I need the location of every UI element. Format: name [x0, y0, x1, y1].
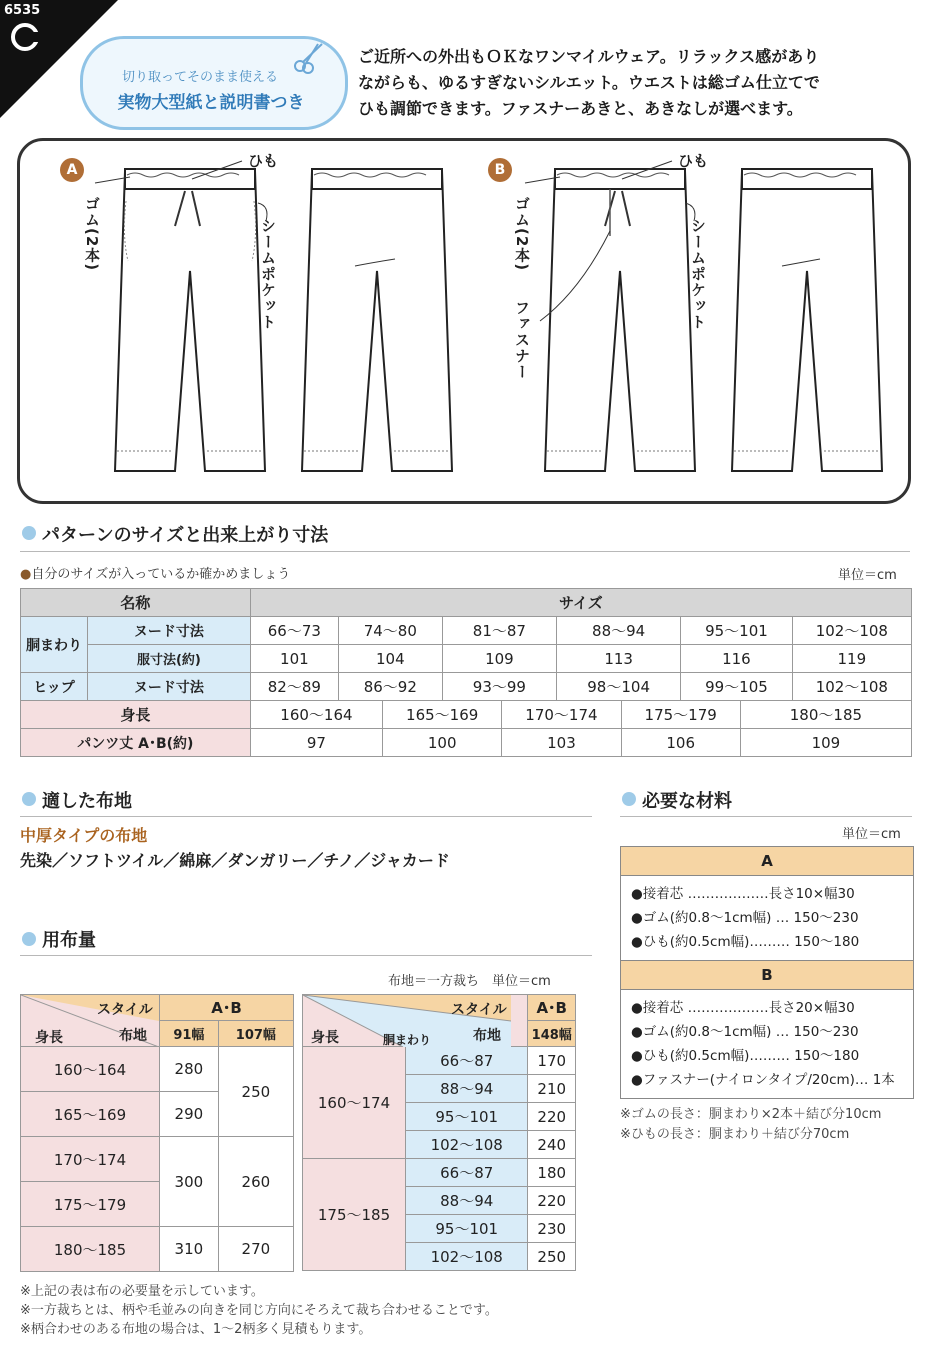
style-a-marker: A [60, 158, 84, 182]
label-a-gomu: ゴム(2本) [83, 196, 101, 272]
t1-height: 160〜164 [21, 1047, 160, 1092]
table-cell: 100 [383, 729, 502, 757]
yardage-note: ※柄合わせのある布地の場合は、1〜2柄多く見積もります。 [20, 1322, 372, 1337]
table-cell: 106 [621, 729, 740, 757]
t1-height: 165〜169 [21, 1092, 160, 1137]
section-dot [22, 792, 36, 806]
t1-style-value: A･B [160, 995, 294, 1021]
table-cell: 99〜105 [681, 673, 793, 701]
t2-waist: 66〜87 [406, 1047, 528, 1075]
t2-corner [303, 995, 528, 1047]
materials-a-list [621, 876, 913, 960]
material-item: ●ゴム(約0.8〜1cm幅) … 150〜230 [631, 910, 859, 926]
size-note [20, 563, 290, 582]
waist-nude-label: ヌード寸法 [88, 617, 251, 645]
label-b-gomu: ゴム(2本) [513, 196, 531, 272]
hip-label: ヒップ [21, 673, 88, 701]
table-cell: 101 [250, 645, 338, 673]
t2-waist: 88〜94 [406, 1187, 528, 1215]
materials-b-header: B [621, 960, 913, 990]
size-unit: 単位＝cm [838, 568, 897, 583]
material-item: ●ひも(約0.5cm幅)……… 150〜180 [631, 1048, 860, 1064]
divider [20, 551, 910, 552]
material-item: ●ひも(約0.5cm幅)……… 150〜180 [631, 934, 860, 950]
materials-note: ※ゴムの長さ：胴まわり×2本＋結び分10cm [620, 1107, 882, 1122]
table-cell: 88〜94 [557, 617, 681, 645]
section-dot [22, 932, 36, 946]
divider [20, 955, 592, 956]
intro-line: ながらも、ゆるすぎないシルエット。ウエストは総ゴム仕立てで [358, 73, 820, 92]
hip-nude-label: ヌード寸法 [88, 673, 251, 701]
table-cell: 260 [218, 1137, 293, 1227]
t1-corner [21, 995, 160, 1047]
table-cell: 300 [160, 1137, 219, 1227]
table-cell: 170〜174 [502, 701, 621, 729]
waist-label: 胴まわり [21, 617, 88, 673]
table-cell: 102〜108 [792, 673, 911, 701]
materials-note: ※ひもの長さ：胴まわり＋結び分70cm [620, 1127, 850, 1142]
size-header-name: 名称 [21, 589, 251, 617]
table-cell: 102〜108 [792, 617, 911, 645]
table-cell: 290 [160, 1092, 219, 1137]
t2-style-value: A･B [528, 995, 576, 1021]
material-item: ●ゴム(約0.8〜1cm幅) … 150〜230 [631, 1024, 859, 1040]
divider [620, 816, 912, 817]
pattern-number: 6535 [4, 3, 41, 18]
table-cell: 81〜87 [442, 617, 556, 645]
table-cell: 280 [160, 1047, 219, 1092]
t1-style-label: スタイル [97, 1002, 153, 1018]
materials-unit: 単位＝cm [842, 827, 901, 842]
table-cell: 310 [160, 1227, 219, 1272]
table-cell: 165〜169 [383, 701, 502, 729]
table-cell: 175〜179 [621, 701, 740, 729]
table-cell: 180 [528, 1159, 576, 1187]
intro-line: ひも調節できます。ファスナーあきと、あきなしが選べます。 [358, 99, 803, 118]
brand-logo-icon [10, 22, 40, 52]
t2-waist-label: 胴まわり [383, 1033, 432, 1047]
materials-b-list [621, 990, 913, 1098]
label-b-pocket: シームポケット [689, 218, 707, 330]
table-cell: 97 [250, 729, 382, 757]
table-cell: 98〜104 [557, 673, 681, 701]
t1-width-91: 91幅 [160, 1021, 219, 1047]
table-cell: 119 [792, 645, 911, 673]
table-cell: 270 [218, 1227, 293, 1272]
label-b-himo: ひも [678, 152, 709, 170]
t1-height-label: 身長 [35, 1030, 63, 1046]
t2-height: 160〜174 [303, 1047, 406, 1159]
length-label: パンツ丈 A･B(約) [21, 729, 251, 757]
materials-a-header: A [621, 847, 913, 876]
table-cell: 230 [528, 1215, 576, 1243]
badge-line1: 切り取ってそのまま使える [121, 70, 278, 85]
table-cell: 66〜73 [250, 617, 338, 645]
scissors-icon [292, 40, 326, 74]
size-header-size: サイズ [250, 589, 911, 617]
table-cell: 113 [557, 645, 681, 673]
table-cell: 116 [681, 645, 793, 673]
t2-height-label: 身長 [311, 1030, 339, 1046]
table-cell: 250 [528, 1243, 576, 1271]
table-cell: 220 [528, 1187, 576, 1215]
t2-waist: 102〜108 [406, 1131, 528, 1159]
t2-style-label: スタイル [451, 1002, 507, 1018]
size-section-title: パターンのサイズと出来上がり寸法 [42, 525, 329, 546]
t2-width-148: 148幅 [528, 1021, 576, 1047]
t1-height: 175〜179 [21, 1182, 160, 1227]
label-a-himo: ひも [248, 152, 279, 170]
t2-fabric-label: 布地 [473, 1028, 501, 1044]
table-cell: 240 [528, 1131, 576, 1159]
table-cell: 160〜164 [250, 701, 382, 729]
divider [20, 816, 592, 817]
table-cell: 109 [740, 729, 911, 757]
materials-section-title: 必要な材料 [642, 791, 732, 812]
table-cell: 103 [502, 729, 621, 757]
t2-waist: 66〜87 [406, 1159, 528, 1187]
table-cell: 93〜99 [442, 673, 556, 701]
style-b-marker: B [488, 158, 512, 182]
t2-height: 175〜185 [303, 1159, 406, 1271]
height-label: 身長 [21, 701, 251, 729]
label-a-pocket: シームポケット [259, 218, 277, 330]
table-cell: 95〜101 [681, 617, 793, 645]
materials-box [620, 846, 914, 1099]
size-note-text: 自分のサイズが入っているか確かめましょう [31, 567, 291, 582]
table-cell: 180〜185 [740, 701, 911, 729]
t2-waist: 102〜108 [406, 1243, 528, 1271]
t2-waist: 88〜94 [406, 1075, 528, 1103]
yardage-table-1 [20, 994, 294, 1272]
size-table [20, 588, 912, 757]
t2-waist: 95〜101 [406, 1103, 528, 1131]
table-cell: 170 [528, 1047, 576, 1075]
badge-line2: 実物大型紙と説明書つき [117, 93, 305, 113]
table-cell: 104 [338, 645, 442, 673]
t1-width-107: 107幅 [218, 1021, 293, 1047]
yardage-note: ※一方裁ちとは、柄や毛並みの向きを同じ方向にそろえて裁ち合わせることです。 [20, 1303, 498, 1318]
t1-height: 180〜185 [21, 1227, 160, 1272]
table-cell: 109 [442, 645, 556, 673]
pants-illustration [20, 141, 904, 497]
material-item: ●接着芯 ………………長さ10×幅30 [631, 886, 855, 902]
table-cell: 210 [528, 1075, 576, 1103]
yardage-note: ※上記の表は布の必要量を示しています。 [20, 1284, 264, 1299]
fabric-section-title: 適した布地 [42, 791, 132, 812]
yardage-unit-note: 布地＝一方裁ち 単位＝cm [388, 974, 551, 989]
intro-text [358, 44, 908, 122]
table-cell: 82〜89 [250, 673, 338, 701]
t1-height: 170〜174 [21, 1137, 160, 1182]
material-item: ●ファスナー(ナイロンタイプ/20cm)… 1本 [631, 1072, 895, 1088]
yardage-section-title: 用布量 [42, 930, 96, 951]
material-item: ●接着芯 ………………長さ20×幅30 [631, 1000, 855, 1016]
table-cell: 220 [528, 1103, 576, 1131]
label-b-fastener: ファスナー [513, 300, 531, 380]
table-cell: 74〜80 [338, 617, 442, 645]
bullet-icon: ● [20, 567, 32, 582]
intro-line: ご近所への外出もＯＫなワンマイルウェア。リラックス感があり [358, 47, 820, 66]
section-dot [22, 526, 36, 540]
fabric-subtitle: 中厚タイプの布地 [20, 826, 148, 845]
t1-fabric-label: 布地 [119, 1028, 147, 1044]
table-cell: 250 [218, 1047, 293, 1137]
section-dot [622, 792, 636, 806]
waist-garment-label: 服寸法(約) [88, 645, 251, 673]
yardage-table-2 [302, 994, 576, 1271]
fabric-list: 先染／ソフトツイル／綿麻／ダンガリー／チノ／ジャカード [20, 851, 450, 870]
table-cell: 86〜92 [338, 673, 442, 701]
t2-waist: 95〜101 [406, 1215, 528, 1243]
